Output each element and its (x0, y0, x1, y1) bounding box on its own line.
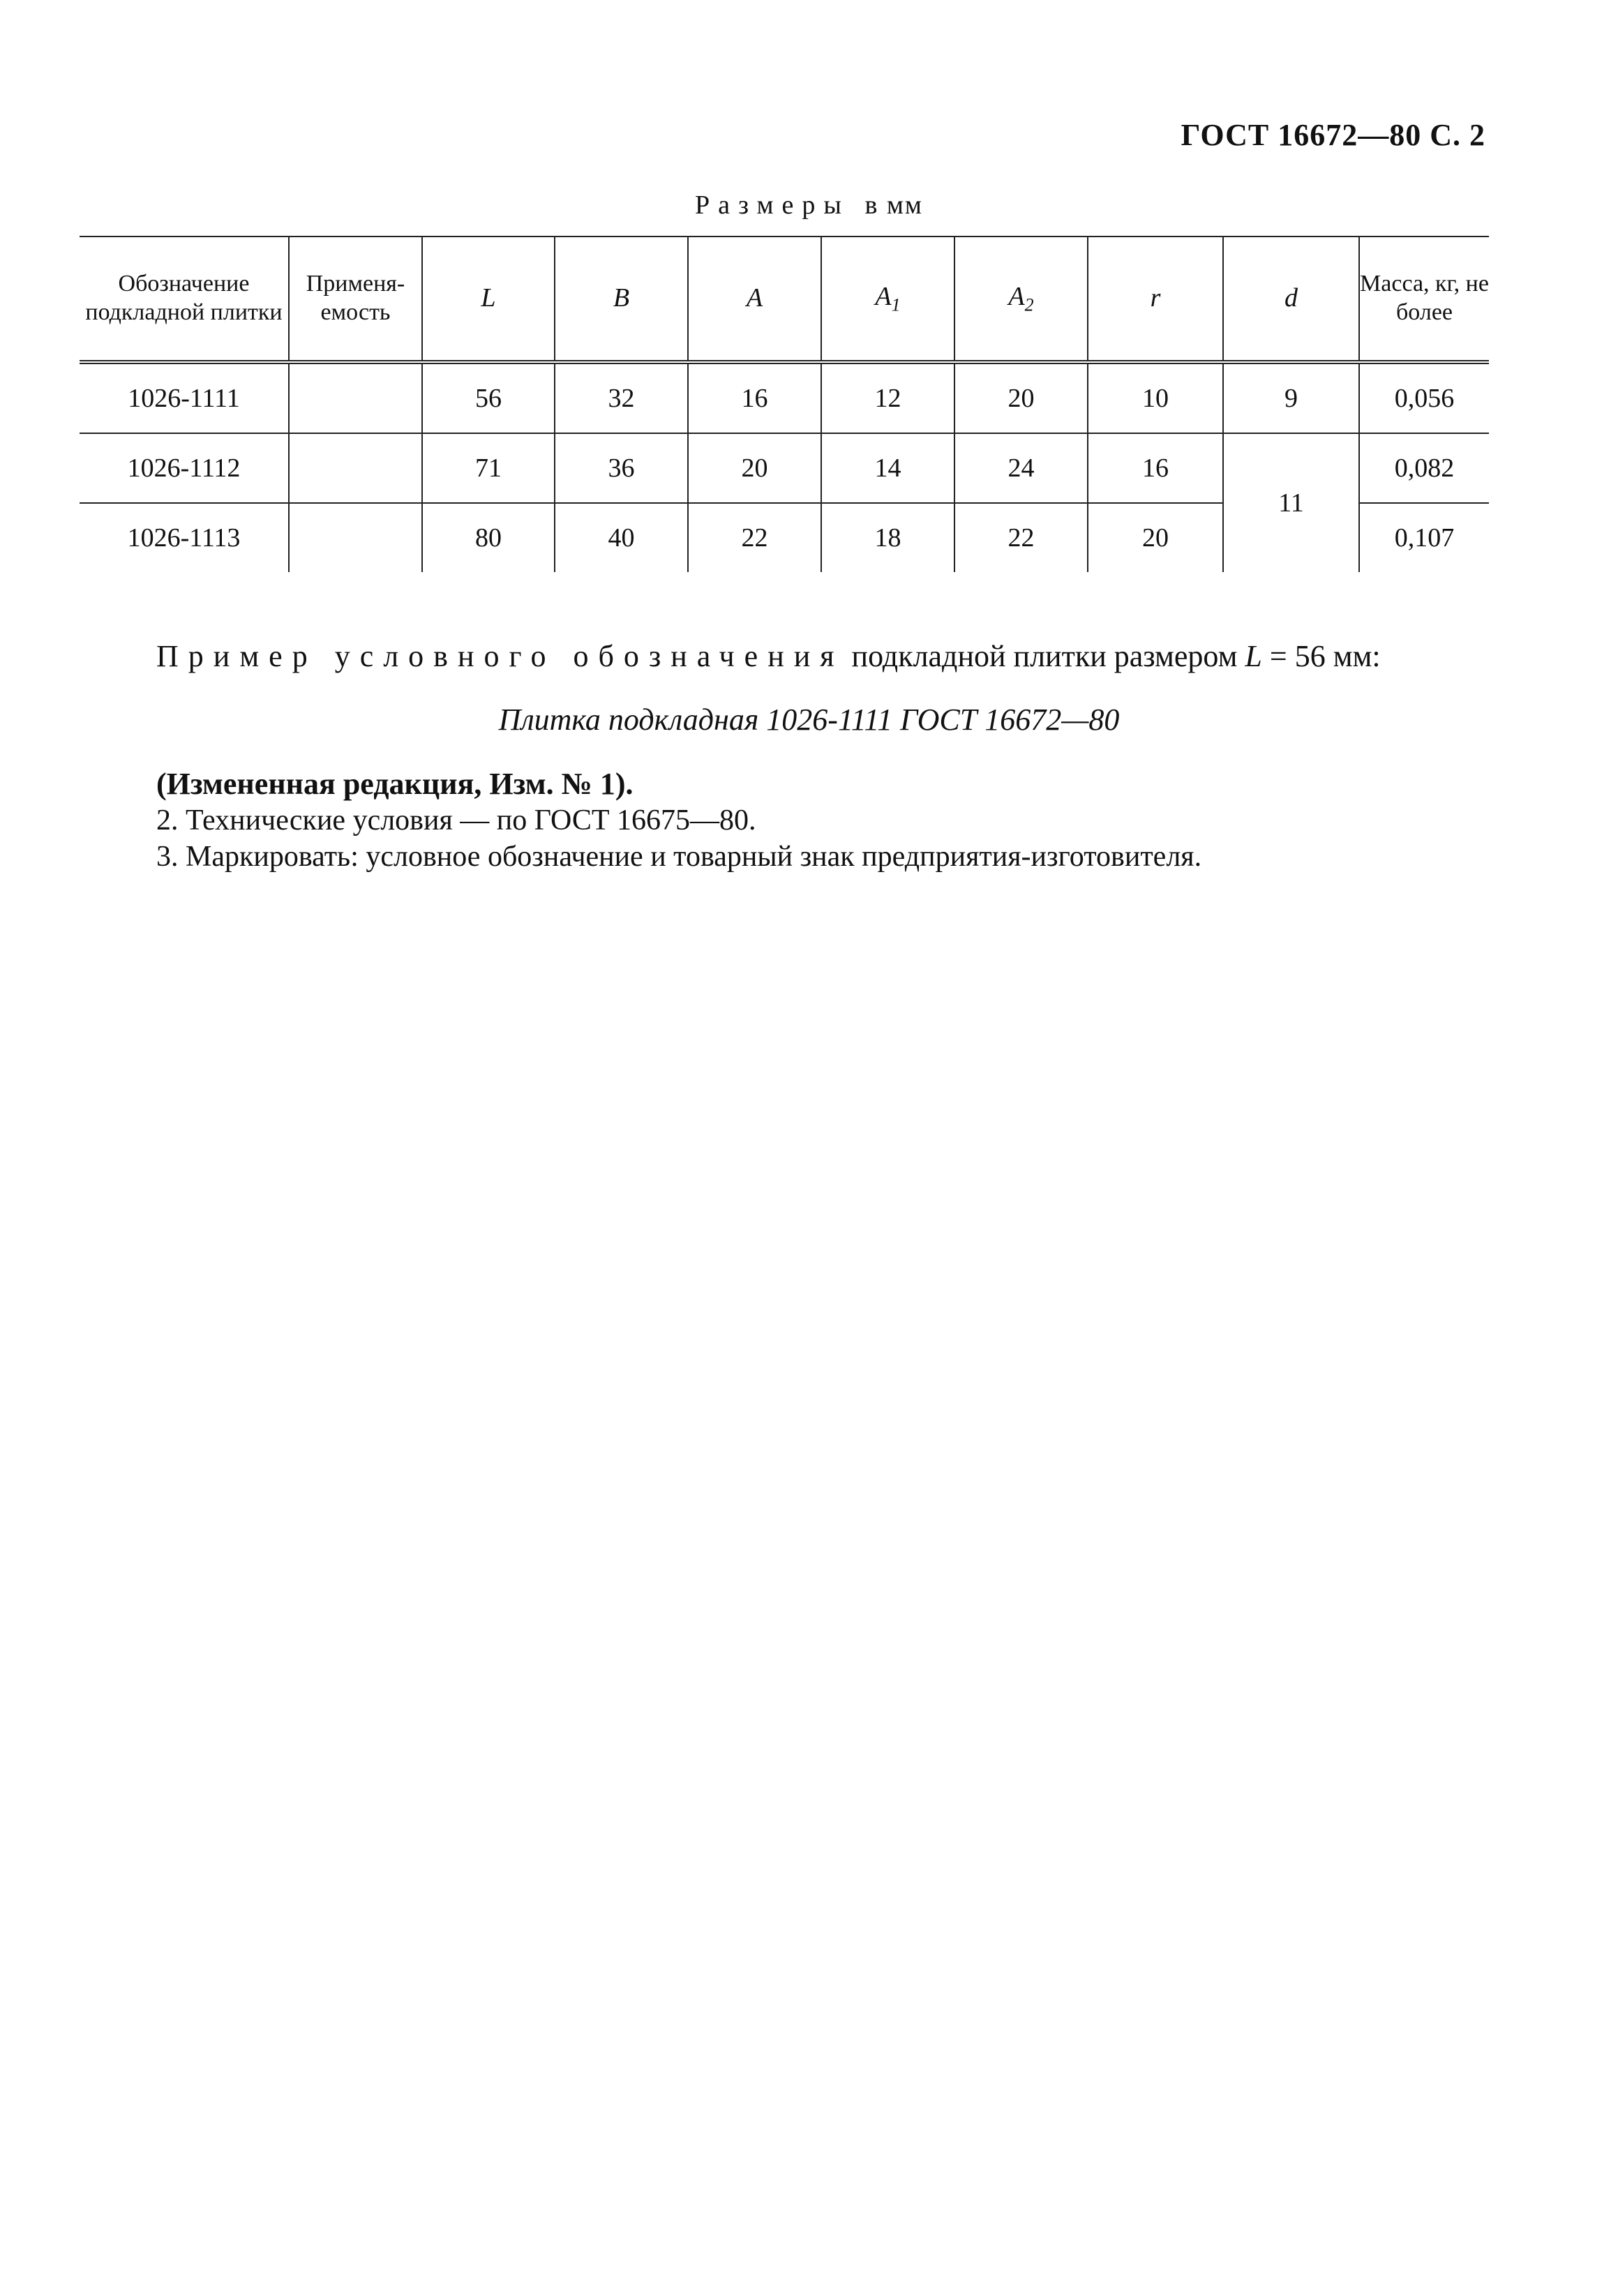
edition-note: (Измененная редакция, Изм. № 1). (156, 767, 634, 801)
cell-designation: 1026-1112 (80, 433, 289, 503)
cell-B: 32 (555, 362, 688, 433)
cell-A: 20 (688, 433, 821, 503)
example-value: = 56 мм: (1269, 639, 1381, 673)
cell-mass: 0,056 (1359, 362, 1489, 433)
header-mass: Масса, кг, не более (1359, 237, 1489, 362)
cell-r: 10 (1088, 362, 1223, 433)
table-row (80, 433, 1489, 503)
cell-L: 71 (422, 433, 555, 503)
cell-applicability (289, 362, 422, 433)
header-r: r (1088, 237, 1223, 362)
cell-d-merged: 11 (1223, 433, 1359, 572)
header-A2-subscript: 2 (1024, 294, 1034, 315)
cell-A1: 14 (821, 433, 954, 503)
cell-d: 9 (1223, 362, 1359, 433)
header-d: d (1223, 237, 1359, 362)
cell-A2: 24 (954, 433, 1088, 503)
cell-A1: 18 (821, 503, 954, 572)
header-A1-symbol: A (875, 282, 892, 312)
header-designation: Обозначение подкладной плитки (80, 237, 289, 362)
header-A1 (821, 237, 954, 362)
cell-r: 16 (1088, 433, 1223, 503)
cell-A2: 22 (954, 503, 1088, 572)
dimensions-caption (0, 190, 1618, 220)
cell-A2: 20 (954, 362, 1088, 433)
header-A: A (688, 237, 821, 362)
example-symbol: L (1245, 639, 1262, 673)
dimensions-caption-unit: в мм (864, 190, 923, 220)
example-lead: Пример условного обозначения (156, 639, 844, 673)
header-A2 (954, 237, 1088, 362)
cell-A: 16 (688, 362, 821, 433)
table-header-row (80, 237, 1489, 362)
cell-applicability (289, 503, 422, 572)
header-applicability: Применя- емость (289, 237, 422, 362)
note-item-3: 3. Маркировать: условное обозначение и товарный знак предприятия-изготовителя. (156, 841, 1202, 873)
note-item-2: 2. Технические условия — по ГОСТ 16675—80. (156, 804, 756, 836)
cell-mass: 0,082 (1359, 433, 1489, 503)
header-B: B (555, 237, 688, 362)
dimensions-table (80, 236, 1489, 572)
cell-r: 20 (1088, 503, 1223, 572)
header-A2-symbol: A (1008, 282, 1025, 312)
cell-applicability (289, 433, 422, 503)
cell-B: 36 (555, 433, 688, 503)
designation-example: Плитка подкладная 1026-1111 ГОСТ 16672—80 (498, 703, 1120, 737)
cell-A1: 12 (821, 362, 954, 433)
header-L: L (422, 237, 555, 362)
example-text: подкладной плитки размером (851, 639, 1238, 673)
cell-L: 80 (422, 503, 555, 572)
cell-mass: 0,107 (1359, 503, 1489, 572)
notes-block (156, 766, 1482, 875)
cell-B: 40 (555, 503, 688, 572)
cell-designation: 1026-1113 (80, 503, 289, 572)
dimensions-caption-word: Размеры (695, 190, 850, 220)
header-A1-subscript: 1 (891, 294, 901, 315)
cell-L: 56 (422, 362, 555, 433)
cell-A: 22 (688, 503, 821, 572)
cell-designation: 1026-1111 (80, 362, 289, 433)
designation-example-paragraph (156, 636, 1482, 676)
document-page-header: ГОСТ 16672—80 С. 2 (1181, 118, 1485, 152)
table-row (80, 362, 1489, 433)
